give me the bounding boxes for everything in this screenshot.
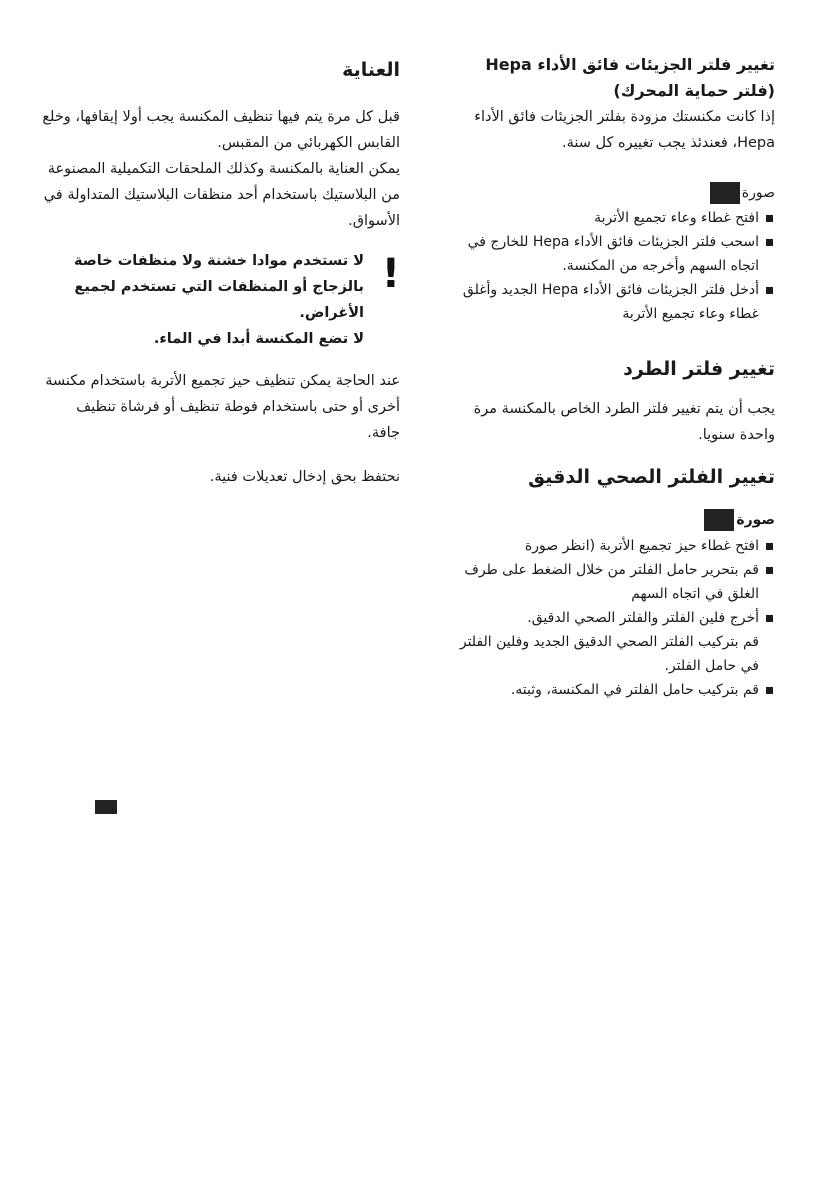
list-item: افتح غطاء حيز تجميع الأتربة (انظر صورة [457,534,775,558]
list-item: قم بتركيب الفلتر الصحي الدقيق الجديد وفلين الفلتر في حامل الفلتر. [459,634,759,674]
figure-label-text: صورة [736,512,775,528]
warning-icon: ! [381,251,400,297]
tech-changes-note: نحتفظ بحق إدخال تعديلات فنية. [209,469,400,485]
exhaust-text: يجب أن يتم تغيير فلتر الطرد الخاص بالمكنسة مرة واحدة سنويا. [473,401,775,443]
list-item: قم بتحرير حامل الفلتر من خلال الضغط على طرف الغلق في اتجاه السهم [457,558,775,606]
care-title: العناية [342,59,400,81]
figure-label-text: صورة [741,185,775,201]
micro-figure-label [457,506,775,534]
hepa-figure-label [457,182,775,204]
care-paragraph: عند الحاجة يمكن تنظيف حيز تجميع الأتربة باستخدام مكنسة أخرى أو حتى باستخدام فوطة تنظيف أو فرشاة تنظيف جافة. [45,373,400,441]
hepa-title: تغيير فلتر الجزيئات فائق الأداء Hepa (فلتر حماية المحرك) [485,55,775,100]
warning-text: لا تستخدم موادا خشنة ولا منظفات خاصة بالزجاج أو المنظفات التي تستخدم لجميع الأغراض. [73,253,364,321]
micro-steps [457,534,775,702]
exhaust-title: تغيير فلتر الطرد [623,358,775,380]
list-item: أدخل فلتر الجزيئات فائق الأداء Hepa الجديد وأغلق غطاء وعاء تجميع الأتربة [457,278,775,326]
warning-text: لا تضع المكنسة أبدا في الماء. [153,331,364,347]
figure-number-box [95,800,117,814]
right-column [457,52,775,702]
list-item: افتح غطاء وعاء تجميع الأتربة [457,206,775,230]
hepa-steps [457,206,775,326]
micro-title: تغيير الفلتر الصحي الدقيق [528,466,775,488]
figure-number-box [704,509,734,531]
figure-number-box [710,182,740,204]
list-item: اسحب فلتر الجزيئات فائق الأداء Hepa للخارج في اتجاه السهم وأخرجه من المكنسة. [457,230,775,278]
warning-block [40,248,400,352]
hepa-text: إذا كانت مكنستك مزودة بفلتر الجزيئات فائق الأداء Hepa، فعندئذ يجب تغييره كل سنة. [474,109,775,151]
list-item: قم بتركيب حامل الفلتر في المكنسة، وثبته. [457,678,775,702]
care-paragraph: يمكن العناية بالمكنسة وكذلك الملحقات التكميلية المصنوعة من البلاستيك باستخدام أحد منظفات البلاستيك المتداولة في الأسواق. [43,161,400,229]
list-item: أخرج فلين الفلتر والفلتر الصحي الدقيق. [457,606,775,630]
care-paragraph: قبل كل مرة يتم فيها تنظيف المكنسة يجب أولا إيقافها، وخلع القابس الكهربائي من المقبس. [42,109,400,151]
left-column [40,52,400,490]
